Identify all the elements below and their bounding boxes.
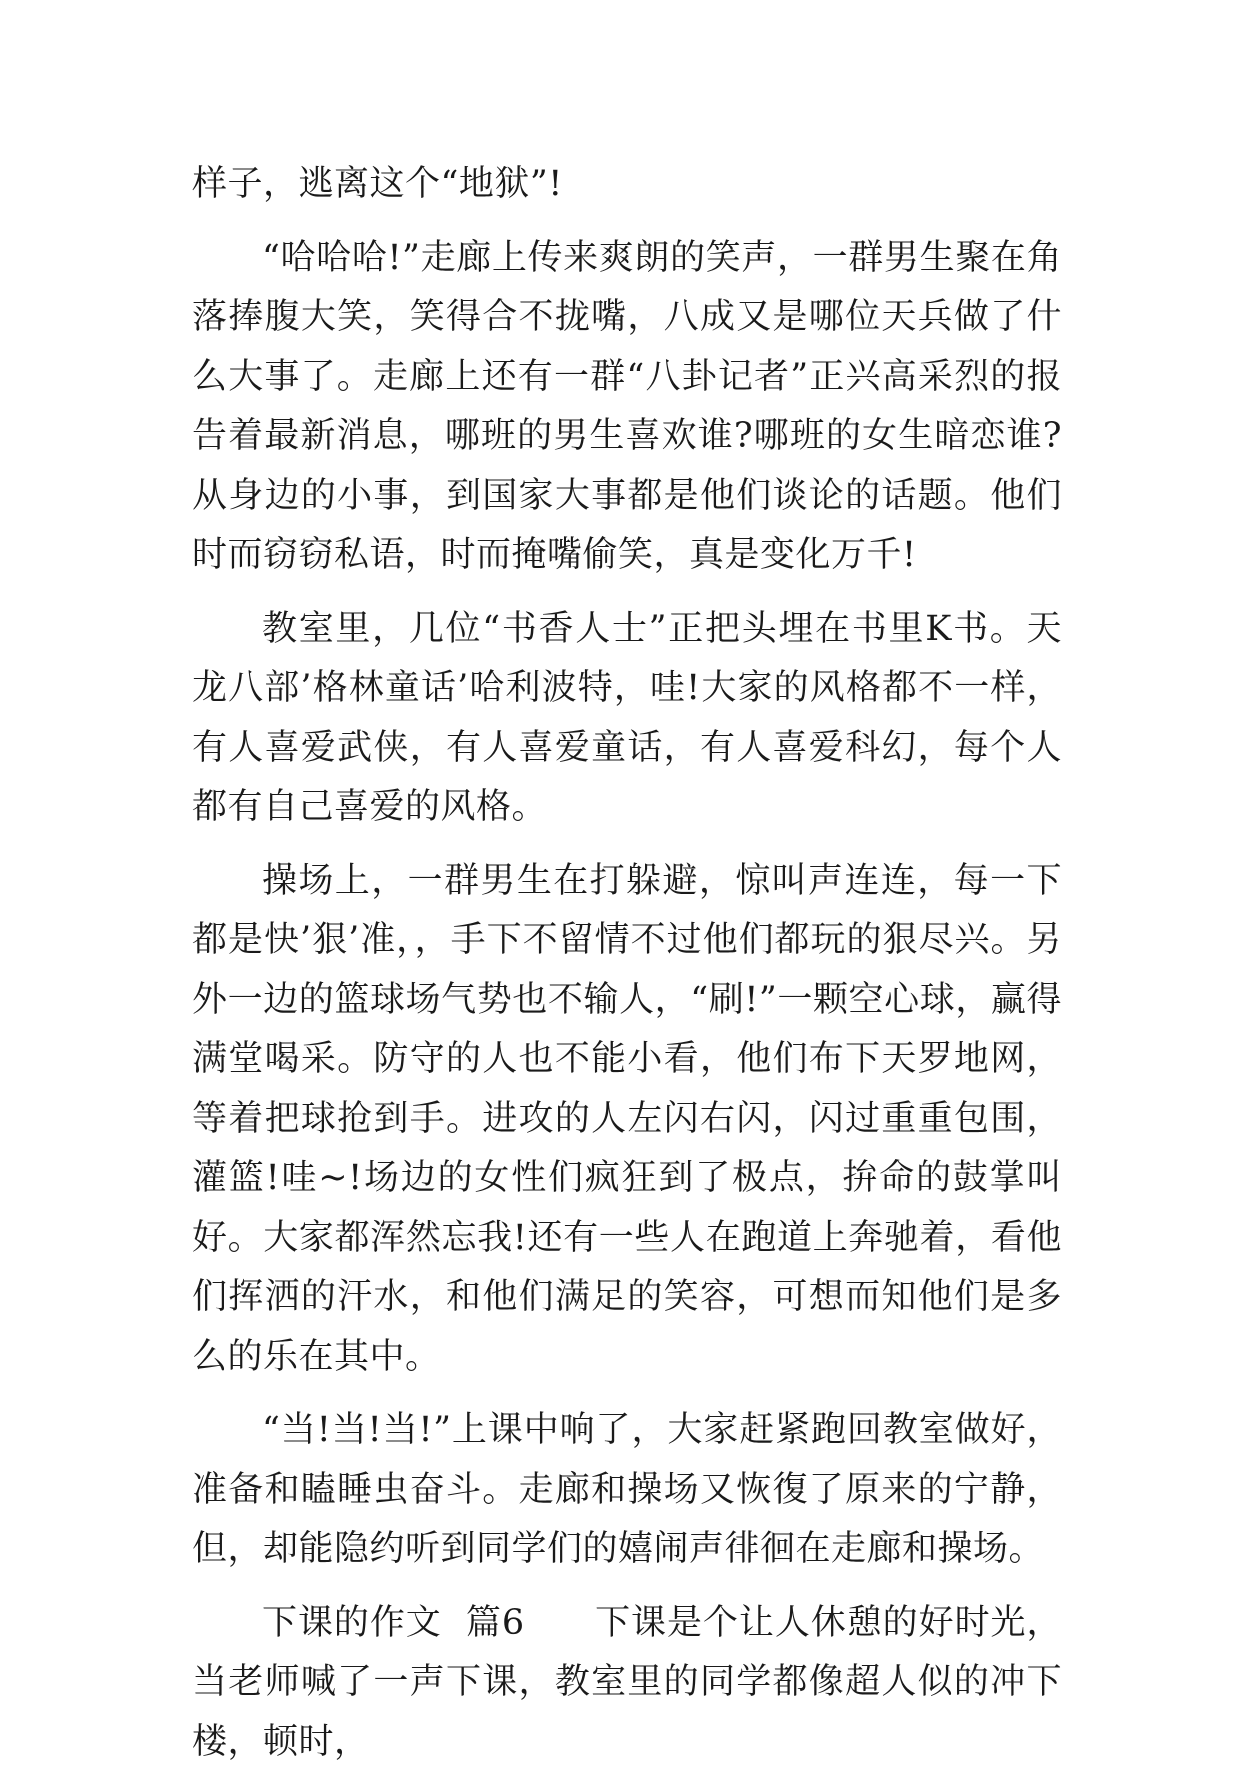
paragraph-classroom: 教室里，几位“书香人士”正把头埋在书里K书。天龙八部’格林童话’哈利波特，哇!大家的风格都不一样，有人喜爱武侠，有人喜爱童话，有人喜爱科幻，每个人都有自己喜爱的风格。 xyxy=(192,608,1062,827)
document-body xyxy=(192,155,1062,1786)
essay-heading: 下课的作文 篇6 xyxy=(262,1602,525,1643)
paragraph-bell: “当!当!当!”上课中响了，大家赶紧跑回教室做好，准备和瞌睡虫奋斗。走廊和操场又恢復了原来的宁静，但，却能隐约听到同学们的嬉闹声徘徊在走廊和操场。 xyxy=(192,1410,1062,1569)
paragraph-playground: 操场上，一群男生在打躲避，惊叫声连连，每一下都是快’狠’准，，手下不留情不过他们都玩的狠尽兴。另外一边的篮球场气势也不输人，“刷!”一颗空心球，赢得满堂喝采。防守的人也不能小看，他们布下天罗地网，等着把球抢到手。进攻的人左闪右闪，闪过重重包围，灌篮!哇~!场边的女性们疯狂到了极点，拚命的鼓掌叫好。大家都浑然忘我!还有一些人在跑道上奔驰着，看他们挥洒的汗水，和他们满足的笑容，可想而知他们是多么的乐在其中。 xyxy=(192,860,1062,1377)
paragraph-continuation: 样子，逃离这个“地狱”! xyxy=(192,164,563,204)
essay-6-text: 下课是个让人休憩的好时光，当老师喊了一声下课，教室里的同学都像超人似的冲下楼，顿时， xyxy=(192,1602,1062,1762)
paragraph-corridor: “哈哈哈!”走廊上传来爽朗的笑声，一群男生聚在角落捧腹大笑，笑得合不拢嘴，八成又是哪位天兵做了什么大事了。走廊上还有一群“八卦记者”正兴高采烈的报告着最新消息，哪班的男生喜欢谁?哪班的女生暗恋谁?从身边的小事，到国家大事都是他们谈论的话题。他们时而窃窃私语，时而掩嘴偷笑，真是变化万千! xyxy=(192,237,1062,575)
paragraph-essay-6 xyxy=(192,1594,1062,1773)
